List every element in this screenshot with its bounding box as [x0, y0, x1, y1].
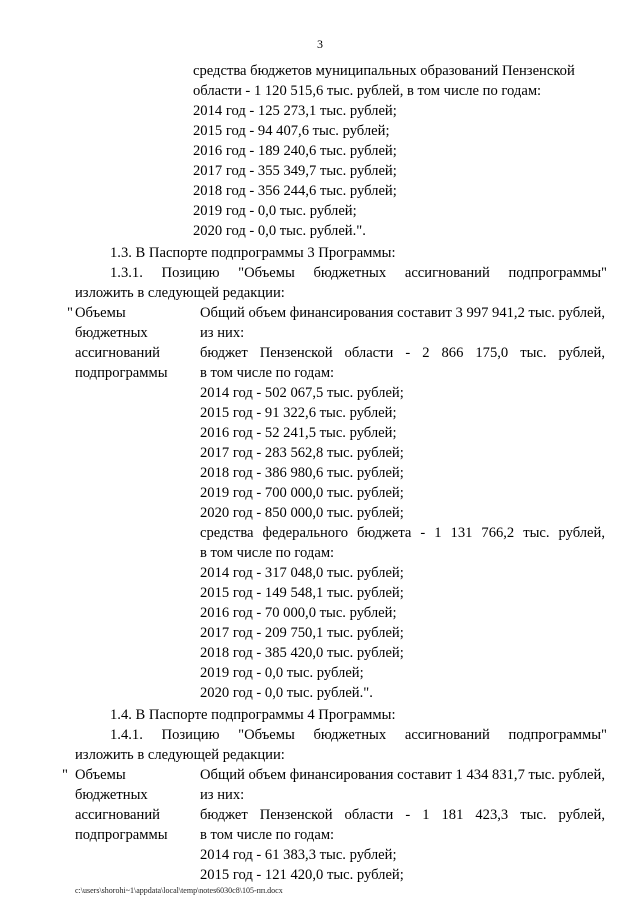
content-line: из них: [200, 325, 245, 341]
content-line: 2018 год - 385 420,0 тыс. рублей; [200, 645, 404, 661]
table-label: бюджетных [75, 787, 148, 803]
content-line: Общий объем финансирования составит 1 434 831,7 тыс. рублей, [200, 767, 605, 783]
text-line: 2016 год - 189 240,6 тыс. рублей; [193, 143, 397, 159]
content-line: бюджет Пензенской области - 1 181 423,3 тыс. рублей, [200, 807, 605, 823]
content-line: 2014 год - 502 067,5 тыс. рублей; [200, 385, 404, 401]
quote-mark: " [67, 305, 73, 321]
table-label: подпрограммы [75, 365, 168, 381]
table-label: Объемы [75, 305, 126, 321]
section-heading: 1.4. В Паспорте подпрограммы 4 Программы: [110, 707, 396, 723]
section-subline: 1.3.1. Позицию "Объемы бюджетных ассигнований подпрограммы" [110, 265, 607, 281]
text-line: 2020 год - 0,0 тыс. рублей.". [193, 223, 366, 239]
content-line: 2015 год - 121 420,0 тыс. рублей; [200, 867, 404, 883]
page-number: 3 [317, 37, 323, 51]
content-line: Общий объем финансирования составит 3 997 941,2 тыс. рублей, [200, 305, 605, 321]
content-line: 2019 год - 700 000,0 тыс. рублей; [200, 485, 404, 501]
content-line: 2016 год - 70 000,0 тыс. рублей; [200, 605, 397, 621]
text-line: 2015 год - 94 407,6 тыс. рублей; [193, 123, 390, 139]
content-line: 2015 год - 149 548,1 тыс. рублей; [200, 585, 404, 601]
content-line: средства федерального бюджета - 1 131 766,2 тыс. рублей, [200, 525, 605, 541]
content-line: 2020 год - 850 000,0 тыс. рублей; [200, 505, 404, 521]
text-line: 2017 год - 355 349,7 тыс. рублей; [193, 163, 397, 179]
content-line: в том числе по годам: [200, 827, 335, 843]
content-line: 2020 год - 0,0 тыс. рублей.". [200, 685, 373, 701]
content-line: в том числе по годам: [200, 365, 335, 381]
section-subline: 1.4.1. Позицию "Объемы бюджетных ассигнований подпрограммы" [110, 727, 607, 743]
table-label: бюджетных [75, 325, 148, 341]
section-subline: изложить в следующей редакции: [75, 747, 285, 763]
content-line: 2019 год - 0,0 тыс. рублей; [200, 665, 364, 681]
text-line: 2018 год - 356 244,6 тыс. рублей; [193, 183, 397, 199]
text-line: 2019 год - 0,0 тыс. рублей; [193, 203, 357, 219]
content-line: 2015 год - 91 322,6 тыс. рублей; [200, 405, 397, 421]
table-label: ассигнований [75, 345, 160, 361]
content-line: в том числе по годам: [200, 545, 335, 561]
text-line: области - 1 120 515,6 тыс. рублей, в том числе по годам: [193, 83, 542, 99]
content-line: 2018 год - 386 980,6 тыс. рублей; [200, 465, 404, 481]
content-line: 2016 год - 52 241,5 тыс. рублей; [200, 425, 397, 441]
footer-file-path: c:\users\shorohi~1\appdata\local\temp\notes6030c8\105-пп.docx [75, 886, 283, 895]
content-line: 2014 год - 317 048,0 тыс. рублей; [200, 565, 404, 581]
table-label: ассигнований [75, 807, 160, 823]
content-line: 2014 год - 61 383,3 тыс. рублей; [200, 847, 397, 863]
content-line: 2017 год - 283 562,8 тыс. рублей; [200, 445, 404, 461]
table-label: подпрограммы [75, 827, 168, 843]
section-heading: 1.3. В Паспорте подпрограммы 3 Программы: [110, 245, 396, 261]
content-line: из них: [200, 787, 245, 803]
quote-mark: " [62, 767, 68, 783]
table-label: Объемы [75, 767, 126, 783]
section-subline: изложить в следующей редакции: [75, 285, 285, 301]
content-line: 2017 год - 209 750,1 тыс. рублей; [200, 625, 404, 641]
text-line: 2014 год - 125 273,1 тыс. рублей; [193, 103, 397, 119]
content-line: бюджет Пензенской области - 2 866 175,0 тыс. рублей, [200, 345, 605, 361]
text-line: средства бюджетов муниципальных образований Пензенской [193, 63, 575, 79]
